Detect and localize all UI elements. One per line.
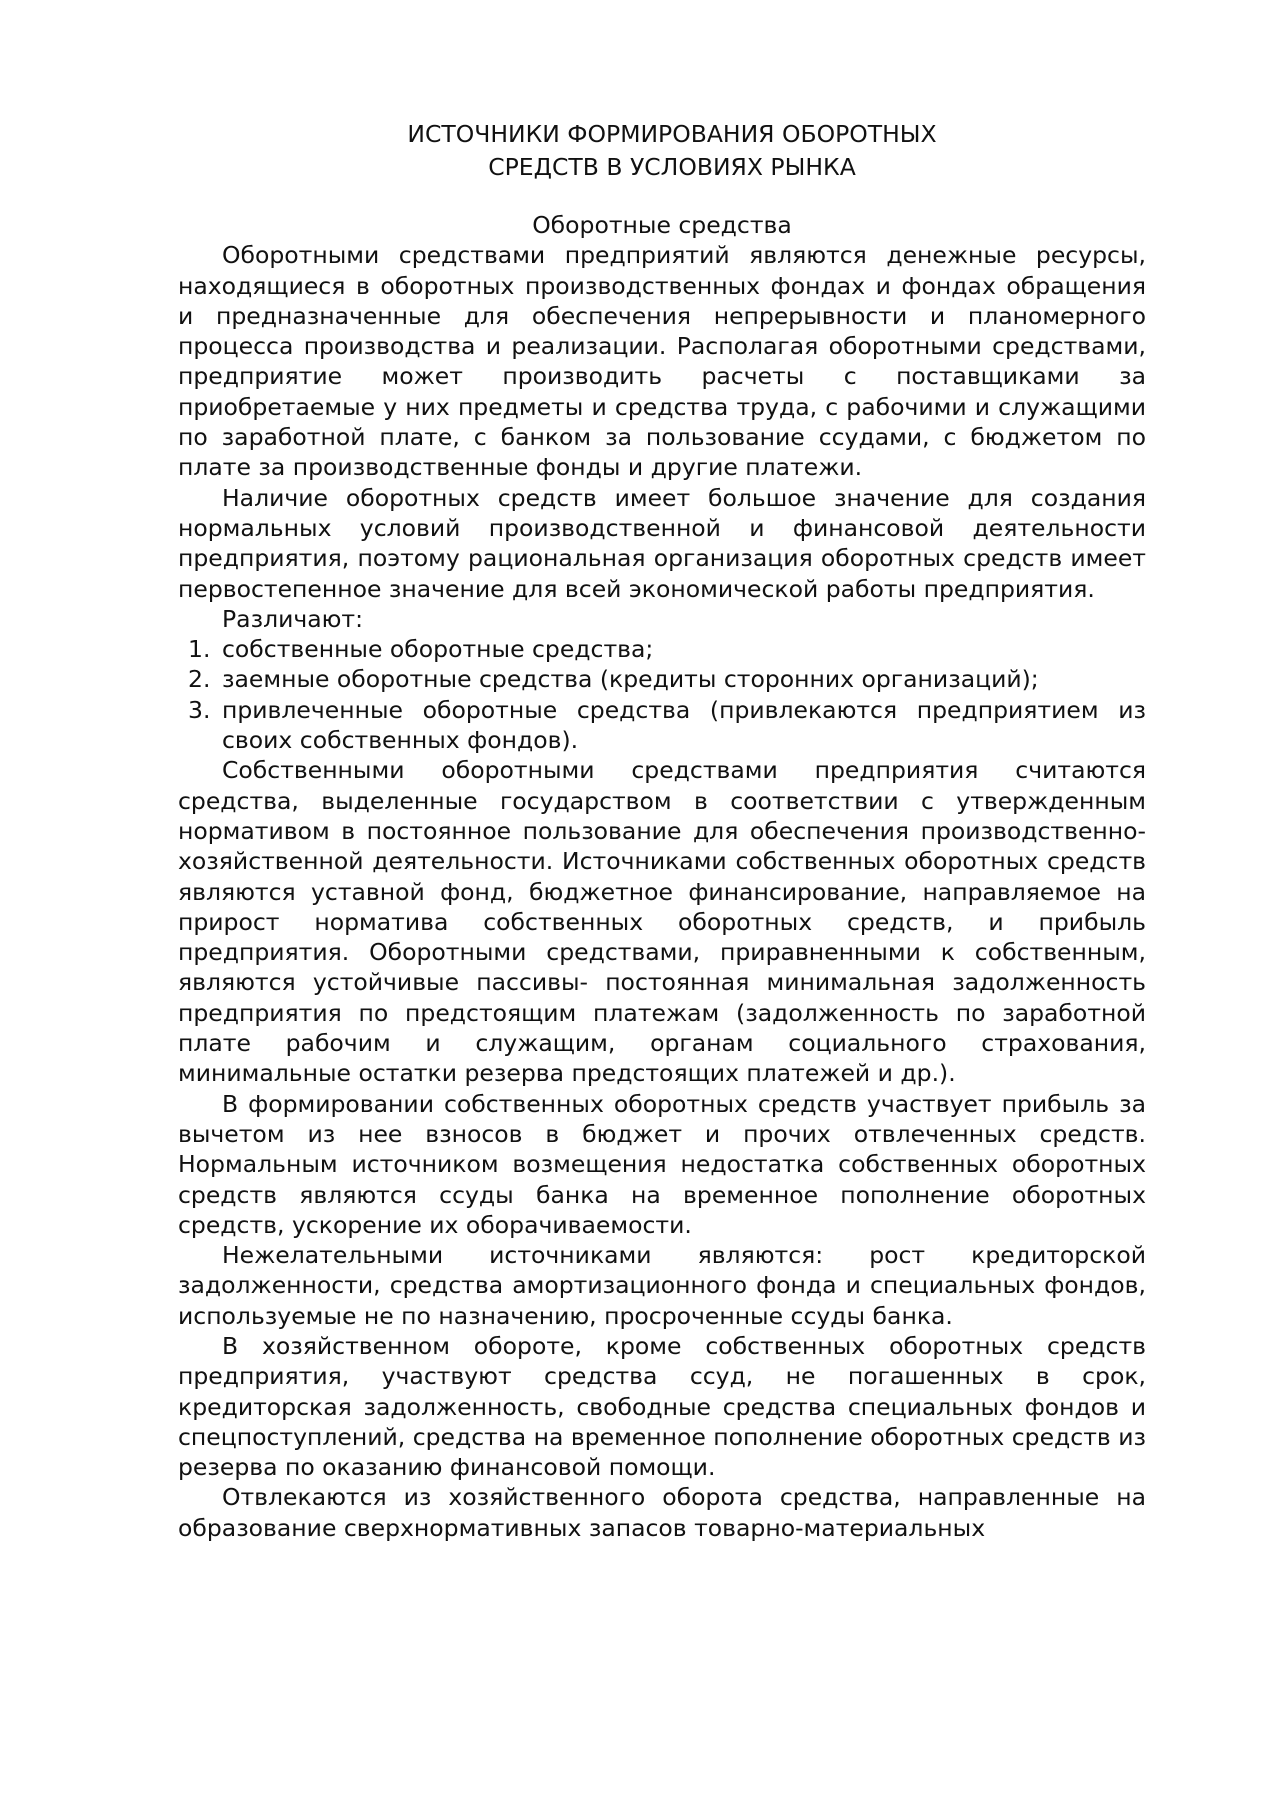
document-title-line-2: СРЕДСТВ В УСЛОВИЯХ РЫНКА	[488, 153, 856, 181]
paragraph-own-funds: Собственными оборотными средствами предприятия считаются средства, выделенные государством в соответствии с утвержденным нормативом в постоянное пользование для обеспечения производственно-хозяйственной деятельности. Источниками собственных оборотных средств являются уставной фонд, бюджетное финансирование, направляемое на прирост норматива собственных оборотных средств, и прибыль предприятия. Оборотными средствами, приравненными к собственным, являются устойчивые пассивы- постоянная минимальная задолженность предприятия по предстоящим платежам (задолженность по заработной плате рабочим и служащим, органам социального страхования, минимальные остатки резерва предстоящих платежей и др.).	[178, 756, 1146, 1088]
document-page	[178, 118, 1146, 1543]
list-item	[178, 634, 1146, 664]
paragraph-formation: В формировании собственных оборотных средств участвует прибыль за вычетом из нее взносов в бюджет и прочих отвлеченных средств. Нормальным источником возмещения недостатка собственных оборотных средств являются ссуды банка на временное пополнение оборотных средств, ускорение их оборачиваемости.	[178, 1089, 1146, 1239]
list-item-text: собственные оборотные средства;	[222, 635, 654, 664]
paragraph-distinguish: Различают:	[222, 604, 364, 633]
list-item-number: 3.	[188, 695, 211, 724]
list-item	[178, 695, 1146, 756]
document-title-line-1: ИСТОЧНИКИ ФОРМИРОВАНИЯ ОБОРОТНЫХ	[407, 120, 937, 148]
document-title	[178, 118, 1146, 184]
section-heading: Оборотные средства	[532, 211, 792, 239]
paragraph-economic-turnover: В хозяйственном обороте, кроме собственных оборотных средств предприятия, участвуют средства ссуд, не погашенных в срок, кредиторская задолженность, свободные средства специальных фондов и спецпоступлений, средства на временное пополнение оборотных средств из резерва по оказанию финансовой помощи.	[178, 1331, 1146, 1482]
list-item-text: заемные оборотные средства (кредиты сторонних организаций);	[222, 665, 1039, 694]
list-item-text: привлеченные оборотные средства (привлекаются предприятием из своих собственных фондов).	[222, 695, 1146, 755]
list-item	[178, 664, 1146, 694]
paragraph-1: Оборотными средствами предприятий являются денежные ресурсы, находящиеся в оборотных производственных фондах и фондах обращения и предназначенные для обеспечения непрерывности и планомерного процесса производства и реализации. Располагая оборотными средствами, предприятие может производить расчеты с поставщиками за приобретаемые у них предметы и средства труда, с рабочими и служащими по заработной плате, с банком за пользование ссудами, с бюджетом по плате за производственные фонды и другие платежи.	[178, 241, 1146, 482]
list-item-number: 2.	[188, 665, 211, 694]
paragraph-2: Наличие оборотных средств имеет большое значение для создания нормальных условий производственной и финансовой деятельности предприятия, поэтому рациональная организация оборотных средств имеет первостепенное значение для всей экономической работы предприятия.	[178, 483, 1146, 603]
paragraph-undesirable: Нежелательными источниками являются: рост кредиторской задолженности, средства амортизационного фонда и специальных фондов, используемые не по назначению, просроченные ссуды банка.	[178, 1241, 1146, 1330]
sources-list	[178, 634, 1146, 755]
list-item-number: 1.	[188, 635, 211, 664]
paragraph-diverted: Отвлекаются из хозяйственного оборота средства, направленные на образование сверхнормативных запасов товарно-материальных	[178, 1483, 1146, 1542]
